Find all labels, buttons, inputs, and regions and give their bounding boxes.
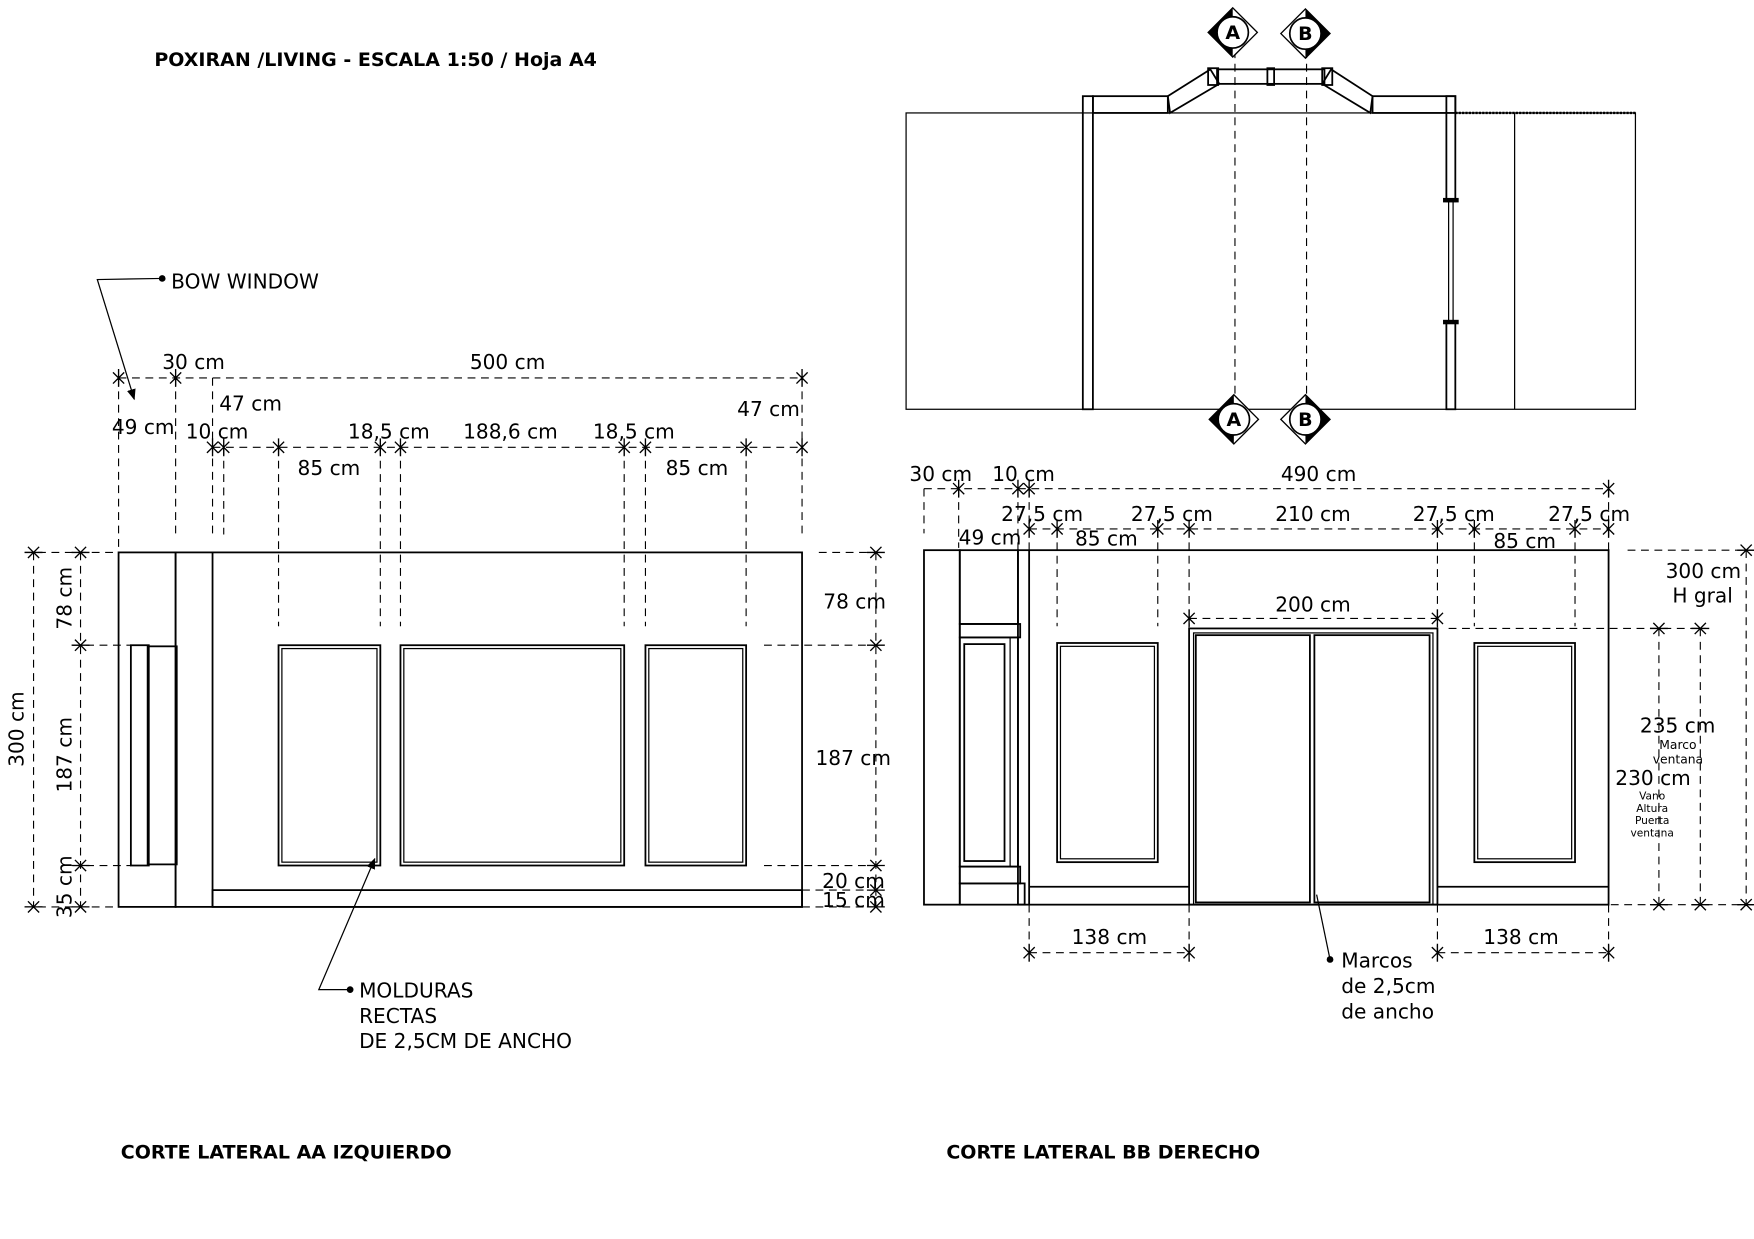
dim-aa-baseboard: 15 cm: [822, 887, 885, 912]
dim-aa-total-length: 500 cm: [469, 350, 546, 375]
dim-aa-window-height: 187 cm: [52, 717, 77, 793]
door-opening-note-1: Vano: [1639, 789, 1666, 803]
dim-bb-door-width: 200 cm: [1275, 592, 1351, 617]
dim-aa-sill-height: 35 cm: [52, 855, 77, 919]
dim-bb-total-height: 300 cm: [1665, 559, 1742, 584]
dim-bb-window-frame-height: 235 cm: [1639, 713, 1716, 738]
dim-bb-bow-depth: 49 cm: [958, 525, 1022, 550]
door-opening-note-3: Puerta: [1634, 814, 1670, 828]
molding-note-line-3: DE 2,5CM DE ANCHO: [359, 1028, 573, 1053]
dim-bb-jamb: 30 cm: [909, 461, 973, 486]
frames-note-line-2: de 2,5cm: [1341, 973, 1436, 998]
door-opening-note-4: ventana: [1630, 826, 1674, 840]
dim-aa-jamb: 30 cm: [162, 350, 225, 375]
plan-hinge-lower: [1443, 320, 1459, 324]
window-frame-note-2: ventana: [1652, 752, 1704, 767]
frames-note-line-3: de ancho: [1341, 999, 1435, 1024]
dim-aa-gap-left: 18,5 cm: [347, 419, 430, 444]
section-marker-b-top-letter: B: [1298, 23, 1313, 46]
dim-aa-wall-gap: 10 cm: [185, 419, 249, 444]
dim-bb-left-panel: 85 cm: [1074, 526, 1138, 551]
dim-bb-margin-2: 27,5 cm: [1130, 502, 1213, 527]
molding-note-line-2: RECTAS: [359, 1004, 438, 1029]
dim-bb-bottom-right: 138 cm: [1483, 924, 1559, 949]
dim-bb-door-zone: 210 cm: [1275, 502, 1351, 527]
dim-aa-upper-band: 78 cm: [52, 566, 77, 630]
dim-bb-right-panel: 85 cm: [1493, 528, 1557, 553]
plan-hinge-upper: [1443, 198, 1459, 202]
dim-bb-door-opening-height: 230 cm: [1615, 766, 1691, 790]
dim-bb-wall-gap: 10 cm: [992, 461, 1055, 486]
dim-aa-left-panel: 85 cm: [297, 456, 361, 481]
dim-bb-total-length: 490 cm: [1280, 461, 1357, 486]
dim-aa-right-panel: 85 cm: [665, 456, 729, 481]
sheet-title: POXIRAN /LIVING - ESCALA 1:50 / Hoja A4: [154, 48, 597, 71]
dim-bb-total-height-note: H gral: [1672, 583, 1733, 608]
dim-bb-margin-1: 27,5 cm: [1001, 502, 1084, 527]
dim-aa-center-panel: 188,6 cm: [463, 419, 558, 444]
bow-window-label: BOW WINDOW: [171, 269, 319, 294]
dim-aa-right-lower: 20 cm: [822, 868, 885, 893]
dim-aa-bow-depth: 49 cm: [111, 414, 175, 439]
section-aa-caption: CORTE LATERAL AA IZQUIERDO: [120, 1141, 452, 1164]
molding-note-line-1: MOLDURAS: [359, 978, 474, 1003]
section-marker-b-bottom-letter: B: [1298, 409, 1313, 432]
dim-aa-gap-right: 18,5 cm: [592, 419, 675, 444]
dim-bb-margin-3: 27,5 cm: [1412, 502, 1495, 527]
dim-bb-bottom-left: 138 cm: [1071, 924, 1148, 949]
frames-note-line-1: Marcos: [1341, 948, 1413, 973]
dim-aa-right-panel-height: 187 cm: [815, 745, 891, 770]
section-bb-caption: CORTE LATERAL BB DERECHO: [946, 1141, 1261, 1164]
dim-aa-total-height: 300 cm: [4, 691, 29, 767]
dim-aa-left-margin: 47 cm: [219, 391, 282, 416]
section-marker-a-bottom-letter: A: [1226, 409, 1242, 432]
door-opening-note-2: Altura: [1636, 801, 1669, 815]
window-frame-note-1: Marco: [1659, 738, 1697, 753]
dim-aa-right-upper: 78 cm: [823, 589, 887, 614]
dim-bb-margin-4: 27,5 cm: [1548, 502, 1631, 527]
section-marker-a-top-letter: A: [1225, 22, 1241, 45]
dim-aa-right-margin: 47 cm: [737, 396, 800, 421]
